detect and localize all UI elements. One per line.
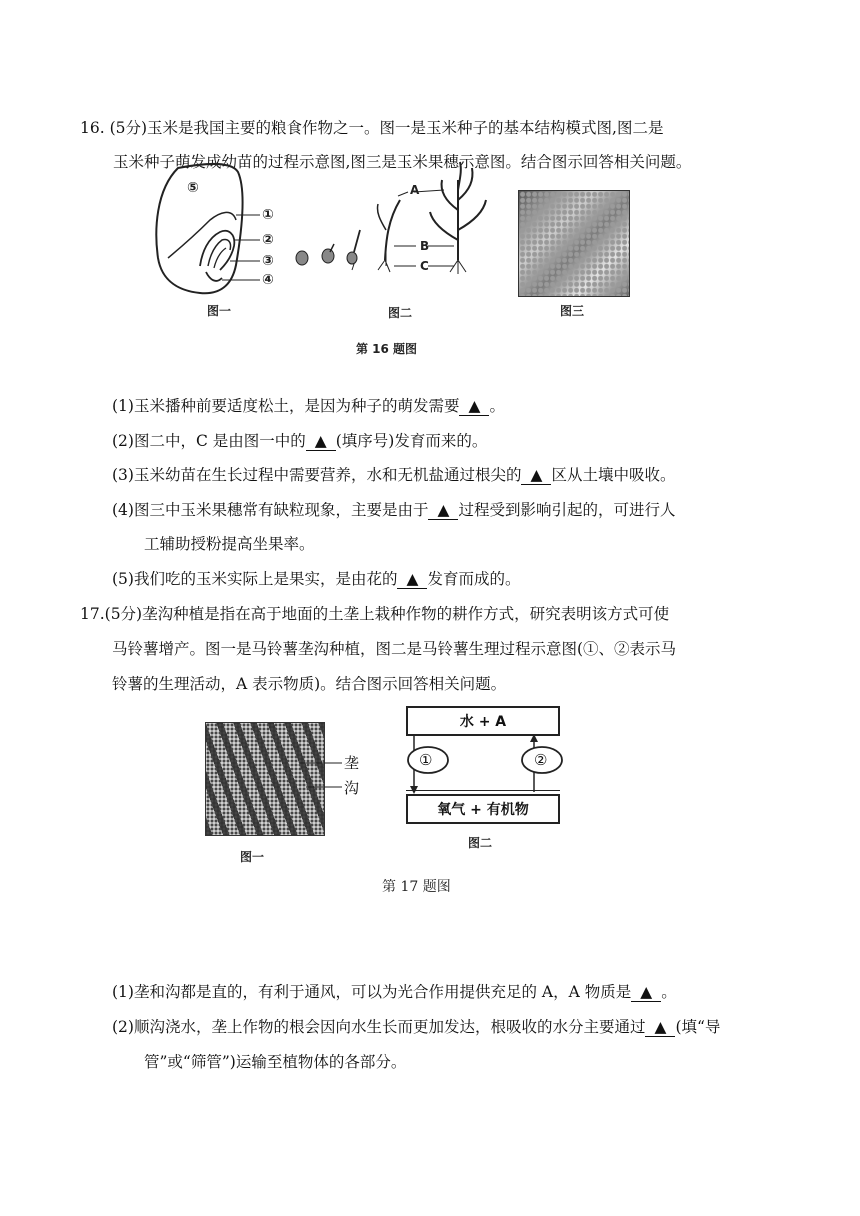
- process-circle-2: ②: [534, 751, 548, 769]
- fig2-mark-a: A: [410, 183, 420, 197]
- label-furrow: 沟: [344, 779, 360, 797]
- part-label-4: ④: [262, 272, 274, 288]
- q16-sub4: (4)图三中玉米果穗常有缺粒现象，主要是由于 ▲ 过程受到影响引起的，可进行人: [112, 501, 676, 519]
- part-label-3: ③: [262, 253, 274, 269]
- germination-diagram: [290, 160, 500, 280]
- q16-fig1-label: 图一: [207, 304, 232, 318]
- answer-blank[interactable]: ▲: [521, 466, 551, 485]
- q16-fig-caption: 第 16 题图: [356, 342, 418, 356]
- box-oxygen-organic: 氧气 + 有机物: [406, 794, 560, 824]
- corn-ear-photo: [518, 190, 630, 297]
- part-label-5: ⑤: [187, 180, 199, 196]
- box-water-a: 水 + A: [406, 706, 560, 736]
- q17-fig-caption: 第 17 题图: [382, 879, 451, 895]
- fig2-mark-b: B: [420, 239, 430, 253]
- answer-blank[interactable]: ▲: [459, 397, 489, 416]
- answer-blank[interactable]: ▲: [306, 432, 336, 451]
- q16-fig3-label: 图三: [560, 304, 585, 318]
- q16-sub4-line2: 工辅助授粉提高坐果率。: [144, 535, 315, 553]
- q16-sub5: (5)我们吃的玉米实际上是果实，是由花的 ▲ 发育而成的。: [112, 570, 521, 588]
- q17-stem-line3: 铃薯的生理活动，A 表示物质)。结合图示回答相关问题。: [112, 675, 507, 693]
- label-ridge: 垄: [344, 754, 360, 772]
- q16-sub3: (3)玉米幼苗在生长过程中需要营养，水和无机盐通过根尖的 ▲ 区从土壤中吸收。: [112, 466, 676, 484]
- answer-blank[interactable]: ▲: [631, 983, 661, 1002]
- part-label-2: ②: [262, 232, 274, 248]
- q16-sub1: (1)玉米播种前要适度松土，是因为种子的萌发需要 ▲ 。: [112, 397, 505, 415]
- q16-fig2-label: 图二: [388, 306, 413, 320]
- answer-blank[interactable]: ▲: [428, 501, 458, 520]
- part-label-1: ①: [262, 207, 274, 223]
- q17-sub2: (2)顺沟浇水，垄上作物的根会因向水生长而更加发达，根吸收的水分主要通过 ▲ (填“导: [112, 1018, 721, 1036]
- fig2-mark-c: C: [420, 259, 429, 273]
- ridge-furrow-leaders: [300, 755, 350, 795]
- q17-sub2-line2: 管”或“筛管”)运输至植物体的各部分。: [144, 1053, 407, 1071]
- q17-stem-line2: 马铃薯增产。图一是马铃薯垄沟种植，图二是马铃薯生理过程示意图(①、②表示马: [112, 640, 677, 658]
- q17-sub1: (1)垄和沟都是直的，有利于通风，可以为光合作用提供充足的 A，A 物质是 ▲ 。: [112, 983, 677, 1001]
- q16-stem-line2: 玉米种子萌发成幼苗的过程示意图,图三是玉米果穗示意图。结合图示回答相关问题。: [113, 153, 692, 171]
- answer-blank[interactable]: ▲: [645, 1018, 675, 1037]
- q17-fig2-label: 图二: [468, 836, 493, 850]
- q17-stem-line1: 17.(5分)垄沟种植是指在高于地面的土垄上栽种作物的耕作方式，研究表明该方式可使: [80, 605, 670, 623]
- q16-sub2: (2)图二中，C 是由图一中的 ▲ (填序号)发育而来的。: [112, 432, 488, 450]
- q16-stem-line1: 16. (5分)玉米是我国主要的粮食作物之一。图一是玉米种子的基本结构模式图,图二是: [80, 119, 664, 137]
- process-circle-1: ①: [419, 751, 433, 769]
- answer-blank[interactable]: ▲: [397, 570, 427, 589]
- q17-fig1-label: 图一: [240, 850, 265, 864]
